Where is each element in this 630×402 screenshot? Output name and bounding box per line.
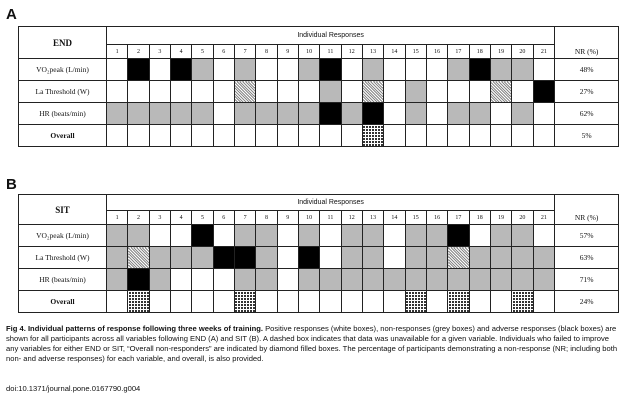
- response-cell: [107, 125, 128, 147]
- response-cell: [448, 103, 469, 125]
- table-row: [19, 125, 619, 147]
- response-cell: [213, 269, 234, 291]
- response-cell: [213, 225, 234, 247]
- response-cell: [384, 225, 405, 247]
- column-number: 14: [384, 211, 405, 225]
- column-number: 11: [320, 211, 341, 225]
- column-number: 19: [490, 211, 511, 225]
- column-number: 21: [533, 211, 555, 225]
- column-number: 16: [426, 45, 447, 59]
- caption-title: Fig 4. Individual patterns of response following three weeks of training.: [6, 324, 263, 333]
- variable-name: HR (beats/min): [19, 103, 107, 125]
- column-number: 8: [256, 45, 277, 59]
- response-cell: [213, 103, 234, 125]
- column-number: 6: [213, 211, 234, 225]
- column-number: 15: [405, 45, 426, 59]
- response-cell: [490, 247, 511, 269]
- response-cell: [512, 225, 533, 247]
- response-cell: [362, 247, 383, 269]
- response-cell: [234, 125, 255, 147]
- column-number: 17: [448, 211, 469, 225]
- response-cell: [320, 291, 341, 313]
- column-number: 10: [298, 45, 319, 59]
- response-cell: [448, 81, 469, 103]
- nr-value: 5%: [555, 125, 619, 147]
- column-number: 12: [341, 45, 362, 59]
- response-cell: [405, 247, 426, 269]
- response-cell: [320, 125, 341, 147]
- nr-value: 48%: [555, 59, 619, 81]
- response-cell: [362, 81, 383, 103]
- response-cell: [170, 247, 191, 269]
- column-number: 18: [469, 211, 490, 225]
- response-cell: [107, 103, 128, 125]
- nr-value: 57%: [555, 225, 619, 247]
- column-number: 21: [533, 45, 555, 59]
- response-cell: [149, 269, 170, 291]
- response-cell: [128, 59, 149, 81]
- column-number: 9: [277, 211, 298, 225]
- response-cell: [341, 125, 362, 147]
- response-cell: [490, 125, 511, 147]
- response-cell: [533, 125, 555, 147]
- response-cell: [128, 291, 149, 313]
- variable-name: La Threshold (W): [19, 81, 107, 103]
- response-cell: [277, 269, 298, 291]
- response-cell: [533, 103, 555, 125]
- response-cell: [512, 291, 533, 313]
- panel-a-grid: [18, 26, 618, 147]
- response-cell: [405, 81, 426, 103]
- response-cell: [469, 225, 490, 247]
- variable-name: Overall: [19, 291, 107, 313]
- response-cell: [426, 291, 447, 313]
- response-cell: [234, 291, 255, 313]
- response-cell: [192, 269, 213, 291]
- response-cell: [384, 269, 405, 291]
- response-cell: [320, 59, 341, 81]
- response-cell: [213, 59, 234, 81]
- response-cell: [448, 125, 469, 147]
- response-cell: [320, 269, 341, 291]
- column-number: 3: [149, 211, 170, 225]
- response-cell: [405, 103, 426, 125]
- response-cell: [234, 269, 255, 291]
- response-cell: [277, 103, 298, 125]
- response-cell: [213, 247, 234, 269]
- response-cell: [490, 59, 511, 81]
- response-cell: [149, 59, 170, 81]
- column-number: 20: [512, 45, 533, 59]
- response-cell: [170, 269, 191, 291]
- response-cell: [469, 81, 490, 103]
- response-cell: [512, 125, 533, 147]
- response-cell: [256, 247, 277, 269]
- panel-letter-a: A: [6, 6, 17, 23]
- response-cell: [234, 103, 255, 125]
- response-cell: [362, 225, 383, 247]
- response-cell: [426, 81, 447, 103]
- response-cell: [234, 225, 255, 247]
- response-cell: [469, 291, 490, 313]
- response-cell: [256, 81, 277, 103]
- response-cell: [384, 59, 405, 81]
- response-cell: [384, 81, 405, 103]
- column-number: 19: [490, 45, 511, 59]
- column-number: 8: [256, 211, 277, 225]
- response-cell: [426, 225, 447, 247]
- response-cell: [298, 81, 319, 103]
- response-cell: [320, 225, 341, 247]
- response-cell: [128, 247, 149, 269]
- response-cell: [426, 103, 447, 125]
- nr-value: 24%: [555, 291, 619, 313]
- panel-label-sit: SIT: [19, 195, 107, 225]
- response-cell: [298, 125, 319, 147]
- response-cell: [298, 225, 319, 247]
- caption-body: Positive responses (white boxes), non-responses (grey boxes) and adverse responses (black boxes) are shown for all participants across all variables following END (A) and SIT (B). A dashed box indicates that data was unavailable for a given variable. Individuals who failed to improve any variables for either END or SIT, “Overall non-responders” are indicated by diamond filled boxes. The percentage of participants demonstrating a non-response (NR; including both non- and adverse responses) for each variable, and overall, is also provided.: [6, 324, 618, 364]
- response-cell: [149, 125, 170, 147]
- column-number: 17: [448, 45, 469, 59]
- response-cell: [426, 247, 447, 269]
- figure-caption: [6, 324, 620, 364]
- response-cell: [426, 269, 447, 291]
- response-cell: [426, 59, 447, 81]
- column-number: 1: [107, 45, 128, 59]
- panel-letter-b: B: [6, 176, 17, 193]
- response-cell: [341, 225, 362, 247]
- response-cell: [533, 291, 555, 313]
- panel-label-end: END: [19, 27, 107, 59]
- column-number: 12: [341, 211, 362, 225]
- column-number: 9: [277, 45, 298, 59]
- response-cell: [490, 103, 511, 125]
- response-cell: [234, 59, 255, 81]
- column-number: 5: [192, 45, 213, 59]
- column-number: 13: [362, 211, 383, 225]
- variable-name: VO₂peak (L/min): [19, 225, 107, 247]
- response-cell: [405, 59, 426, 81]
- response-cell: [256, 59, 277, 81]
- response-cell: [490, 225, 511, 247]
- response-cell: [320, 247, 341, 269]
- response-cell: [192, 81, 213, 103]
- column-number: 18: [469, 45, 490, 59]
- column-number: 14: [384, 45, 405, 59]
- individual-responses-header: Individual Responses: [107, 27, 555, 45]
- response-cell: [213, 125, 234, 147]
- response-cell: [170, 103, 191, 125]
- response-cell: [384, 103, 405, 125]
- response-cell: [533, 225, 555, 247]
- variable-name: HR (beats/min): [19, 269, 107, 291]
- response-cell: [192, 225, 213, 247]
- column-number: 5: [192, 211, 213, 225]
- response-cell: [213, 81, 234, 103]
- nr-value: 62%: [555, 103, 619, 125]
- response-cell: [362, 269, 383, 291]
- response-cell: [405, 225, 426, 247]
- response-cell: [277, 125, 298, 147]
- response-cell: [256, 125, 277, 147]
- response-cell: [213, 291, 234, 313]
- response-cell: [533, 59, 555, 81]
- response-cell: [107, 269, 128, 291]
- response-cell: [149, 291, 170, 313]
- response-cell: [170, 81, 191, 103]
- response-cell: [277, 59, 298, 81]
- response-cell: [362, 103, 383, 125]
- response-cell: [341, 291, 362, 313]
- column-number: 13: [362, 45, 383, 59]
- response-cell: [469, 103, 490, 125]
- response-cell: [170, 125, 191, 147]
- table-row: [19, 225, 619, 247]
- response-cell: [362, 291, 383, 313]
- variable-name: La Threshold (W): [19, 247, 107, 269]
- response-cell: [426, 125, 447, 147]
- response-cell: [469, 59, 490, 81]
- column-number: 6: [213, 45, 234, 59]
- response-cell: [469, 247, 490, 269]
- response-cell: [298, 59, 319, 81]
- response-cell: [341, 247, 362, 269]
- response-cell: [128, 225, 149, 247]
- nr-value: 27%: [555, 81, 619, 103]
- response-cell: [341, 81, 362, 103]
- response-cell: [341, 59, 362, 81]
- response-cell: [149, 225, 170, 247]
- response-cell: [192, 59, 213, 81]
- response-cell: [192, 103, 213, 125]
- response-cell: [107, 59, 128, 81]
- table-row: [19, 81, 619, 103]
- individual-responses-header: Individual Responses: [107, 195, 555, 211]
- response-cell: [405, 291, 426, 313]
- response-cell: [298, 291, 319, 313]
- column-number: 7: [234, 45, 255, 59]
- response-cell: [298, 247, 319, 269]
- column-number: 11: [320, 45, 341, 59]
- response-cell: [490, 81, 511, 103]
- response-cell: [362, 125, 383, 147]
- table-row: [19, 103, 619, 125]
- response-table-sit: [18, 194, 619, 313]
- doi-label: doi:10.1371/journal.pone.0167790.g004: [6, 384, 141, 393]
- response-cell: [170, 291, 191, 313]
- column-number: 3: [149, 45, 170, 59]
- response-cell: [256, 103, 277, 125]
- response-cell: [341, 269, 362, 291]
- column-number: 20: [512, 211, 533, 225]
- response-cell: [405, 125, 426, 147]
- response-cell: [362, 59, 383, 81]
- nr-header-spacer: [555, 27, 619, 45]
- column-number: 15: [405, 211, 426, 225]
- response-cell: [192, 125, 213, 147]
- response-table-end: [18, 26, 619, 147]
- response-cell: [384, 125, 405, 147]
- response-cell: [298, 269, 319, 291]
- column-number-row: [19, 211, 619, 225]
- column-number: 16: [426, 211, 447, 225]
- response-cell: [384, 291, 405, 313]
- response-cell: [533, 247, 555, 269]
- response-cell: [170, 59, 191, 81]
- response-cell: [320, 81, 341, 103]
- column-number: 2: [128, 211, 149, 225]
- response-cell: [533, 81, 555, 103]
- column-number: 10: [298, 211, 319, 225]
- response-cell: [277, 247, 298, 269]
- response-cell: [448, 59, 469, 81]
- table-row: [19, 59, 619, 81]
- variable-name: VO₂peak (L/min): [19, 59, 107, 81]
- response-cell: [448, 225, 469, 247]
- response-cell: [277, 225, 298, 247]
- response-cell: [469, 125, 490, 147]
- response-cell: [277, 81, 298, 103]
- table-row: [19, 291, 619, 313]
- response-cell: [448, 291, 469, 313]
- response-cell: [512, 81, 533, 103]
- response-cell: [512, 59, 533, 81]
- table-row: [19, 247, 619, 269]
- response-cell: [256, 225, 277, 247]
- response-cell: [128, 269, 149, 291]
- variable-name: Overall: [19, 125, 107, 147]
- nr-value: 63%: [555, 247, 619, 269]
- response-cell: [107, 247, 128, 269]
- response-cell: [107, 225, 128, 247]
- response-cell: [128, 103, 149, 125]
- response-cell: [234, 81, 255, 103]
- response-cell: [448, 269, 469, 291]
- response-cell: [107, 81, 128, 103]
- nr-header: NR (%): [555, 211, 619, 225]
- response-cell: [490, 291, 511, 313]
- response-cell: [512, 103, 533, 125]
- response-cell: [149, 247, 170, 269]
- nr-header: NR (%): [555, 45, 619, 59]
- response-cell: [256, 291, 277, 313]
- response-cell: [533, 269, 555, 291]
- response-cell: [149, 81, 170, 103]
- response-cell: [341, 103, 362, 125]
- table-row: [19, 269, 619, 291]
- response-cell: [277, 291, 298, 313]
- column-number-row: [19, 45, 619, 59]
- response-cell: [512, 247, 533, 269]
- response-cell: [298, 103, 319, 125]
- response-cell: [490, 269, 511, 291]
- column-number: 4: [170, 45, 191, 59]
- response-cell: [448, 247, 469, 269]
- response-cell: [149, 103, 170, 125]
- column-number: 4: [170, 211, 191, 225]
- response-cell: [128, 125, 149, 147]
- column-number: 2: [128, 45, 149, 59]
- column-number: 7: [234, 211, 255, 225]
- response-cell: [320, 103, 341, 125]
- response-cell: [192, 291, 213, 313]
- response-cell: [512, 269, 533, 291]
- column-number: 1: [107, 211, 128, 225]
- panel-b-grid: [18, 194, 618, 313]
- response-cell: [405, 269, 426, 291]
- nr-header-spacer: [555, 195, 619, 211]
- response-cell: [107, 291, 128, 313]
- response-cell: [128, 81, 149, 103]
- response-cell: [469, 269, 490, 291]
- response-cell: [384, 247, 405, 269]
- response-cell: [170, 225, 191, 247]
- response-cell: [192, 247, 213, 269]
- nr-value: 71%: [555, 269, 619, 291]
- response-cell: [234, 247, 255, 269]
- response-cell: [256, 269, 277, 291]
